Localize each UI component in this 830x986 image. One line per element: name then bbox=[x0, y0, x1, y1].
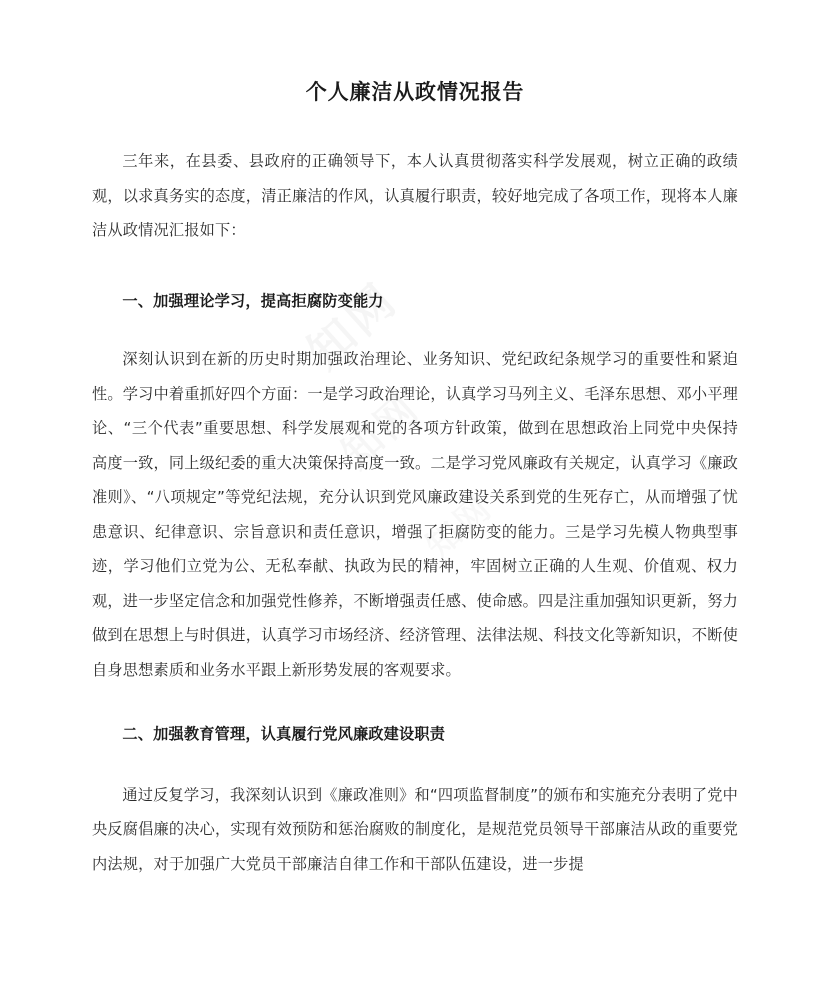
section-heading-2: 二、加强教育管理，认真履行党风廉政建设职责 bbox=[122, 725, 446, 744]
section-heading-1: 一、加强理论学习，提高拒腐防变能力 bbox=[122, 291, 384, 310]
intro-paragraph: 三年来，在县委、县政府的正确领导下，本人认真贯彻落实科学发展观，树立正确的政绩观，以求真务实的态度，清正廉洁的作风，认真履行职责，较好地完成了各项工作，现将本人廉洁从政情况汇报如下： bbox=[92, 152, 738, 240]
spacer bbox=[92, 687, 738, 717]
section-paragraph-2: 通过反复学习，我深刻认识到《廉政准则》和“四项监督制度”的颁布和实施充分表明了党中央反腐倡廉的决心，实现有效预防和惩治腐败的制度化，是规范党员领导干部廉洁从政的重要党内法规，对于加强广大党员干部廉洁自律工作和干部队伍建设，进一步提 bbox=[92, 785, 738, 873]
section-paragraph-1: 深刻认识到在新的历史时期加强政治理论、业务知识、党纪政纪条规学习的重要性和紧迫性。学习中着重抓好四个方面：一是学习政治理论，认真学习马列主义、毛泽东思想、邓小平理论、“三个代表”重要思想、科学发展观和党的各项方针政策，做到在思想政治上同党中央保持高度一致，同上级纪委的重大决策保持高度一致。二是学习党风廉政有关规定，认真学习《廉政准则》、“八项规定”等党纪法规，充分认识到党风廉政建设关系到党的生死存亡，从而增强了忧患意识、纪律意识、宗旨意识和责任意识，增强了拒腐防变的能力。三是学习先模人物典型事迹，学习他们立党为公、无私奉献、执政为民的精神，牢固树立正确的人生观、价值观、权力观，进一步坚定信念和加强党性修养，不断增强责任感、使命感。四是注重加强知识更新，努力做到在思想上与时俱进，认真学习市场经济、经济管理、法律法规、科技文化等新知识，不断使自身思想素质和业务水平跟上新形势发展的客观要求。 bbox=[92, 350, 738, 679]
spacer bbox=[92, 318, 738, 342]
document-title: 个人廉洁从政情况报告 bbox=[305, 80, 525, 104]
spacer bbox=[92, 248, 738, 284]
spacer bbox=[92, 752, 738, 778]
